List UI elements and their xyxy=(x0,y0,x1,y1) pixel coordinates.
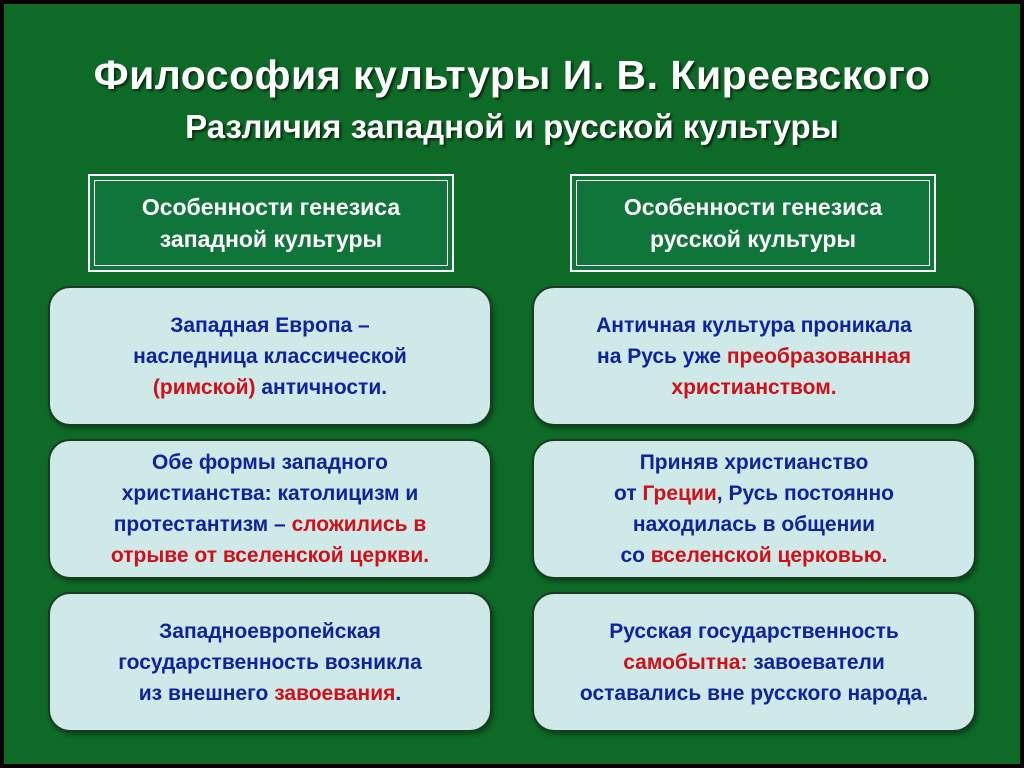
highlight-text: сложились в xyxy=(291,513,427,536)
card-text-line xyxy=(133,341,407,372)
card-text: из внешнего xyxy=(138,681,275,705)
slide-title: Философия культуры И. В. Киреевского xyxy=(93,52,931,98)
highlight-text: Греции xyxy=(642,482,717,505)
card-text: Западноевропейская xyxy=(159,619,381,643)
card-text-line xyxy=(139,678,401,709)
card-text-line xyxy=(153,372,387,403)
card-text-line xyxy=(633,509,875,540)
highlight-text: христианством. xyxy=(671,375,837,399)
card-russian-2 xyxy=(532,439,976,579)
card-text-line xyxy=(671,372,836,403)
header-russian-line-1: Особенности генезиса xyxy=(623,194,883,220)
card-text-line xyxy=(596,310,912,341)
header-western-line-1: Особенности генезиса xyxy=(141,194,401,220)
card-western-1 xyxy=(48,286,492,426)
header-russian-line-2: русской культуры xyxy=(649,226,857,252)
card-text: протестантизм – xyxy=(113,513,292,536)
highlight-text: самобытна: xyxy=(623,650,748,674)
highlight-text: вселенской церковью. xyxy=(650,544,888,567)
card-western-3 xyxy=(48,592,492,732)
card-text-line xyxy=(111,540,429,571)
card-text-line xyxy=(122,478,419,509)
card-russian-1 xyxy=(532,286,976,426)
card-text-line xyxy=(159,616,381,647)
card-text-line xyxy=(152,447,388,478)
highlight-text: отрыве от вселенской церкви. xyxy=(110,544,430,567)
slide xyxy=(4,4,1020,764)
card-text: античности. xyxy=(255,375,388,399)
card-text: завоеватели xyxy=(747,650,885,674)
card-text-line xyxy=(614,478,894,509)
highlight-text: преобразованная xyxy=(726,344,911,368)
card-text: , Русь постоянно xyxy=(716,482,894,505)
card-text-line xyxy=(623,647,885,678)
header-western-culture xyxy=(88,174,454,272)
card-text: находилась в общении xyxy=(632,513,876,536)
header-western-line-2: западной культуры xyxy=(159,226,383,252)
card-text: Античная культура проникала xyxy=(596,313,912,337)
card-text-line xyxy=(620,540,887,571)
card-text: Обе формы западного xyxy=(152,451,388,474)
card-text: наследница классической xyxy=(133,344,407,368)
card-text: Западная Европа – xyxy=(170,313,370,337)
card-text: на Русь уже xyxy=(597,344,727,368)
slide-subtitle: Различия западной и русской культуры xyxy=(185,108,839,145)
card-text: государственность возникла xyxy=(118,650,422,674)
card-text-line xyxy=(580,678,928,709)
card-text: Приняв христианство xyxy=(639,451,869,474)
card-text: Русская государственность xyxy=(609,619,899,643)
card-text-line xyxy=(609,616,899,647)
card-text: от xyxy=(614,482,643,505)
highlight-text: (римской) xyxy=(152,375,256,399)
card-text: оставались вне русского народа. xyxy=(579,681,929,705)
card-russian-3 xyxy=(532,592,976,732)
card-text-line xyxy=(597,341,911,372)
card-text-line xyxy=(114,509,427,540)
card-text-line xyxy=(640,447,869,478)
header-russian-culture xyxy=(570,174,936,272)
highlight-text: завоевания xyxy=(274,681,396,705)
card-text: . xyxy=(395,681,402,705)
card-text: со xyxy=(620,544,651,567)
card-text-line xyxy=(170,310,369,341)
card-western-2 xyxy=(48,439,492,579)
card-text: христианства: католицизм и xyxy=(121,482,419,505)
card-text-line xyxy=(118,647,422,678)
